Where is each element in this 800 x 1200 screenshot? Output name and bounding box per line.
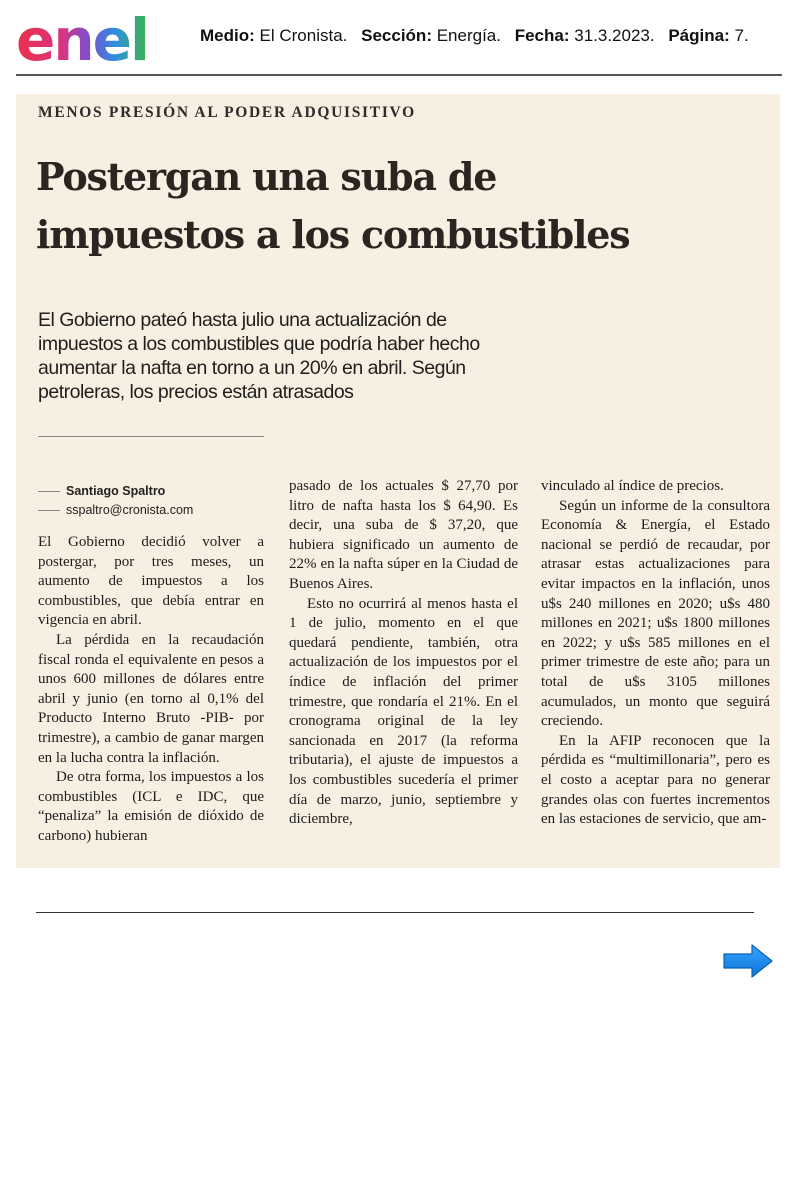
article-kicker: MENOS PRESIÓN AL PODER ADQUISITIVO bbox=[38, 104, 416, 121]
headline-line-1: Postergan una suba de bbox=[36, 154, 497, 199]
fecha-label: Fecha: bbox=[514, 26, 570, 45]
byline bbox=[38, 482, 193, 520]
headline-line-2: impuestos a los combustibles bbox=[36, 212, 630, 257]
document-metadata bbox=[200, 26, 749, 46]
paragraph: El Gobierno decidió volver a postergar, por tres meses, un aumento de impuestos a los combustibles, que debía entrar en vigencia en abril. bbox=[38, 534, 264, 629]
article-column-3 bbox=[541, 477, 770, 830]
pagina-label: Página: bbox=[668, 26, 730, 45]
header-divider bbox=[16, 74, 782, 76]
fecha-value: 31.3.2023. bbox=[574, 26, 655, 45]
author-name: Santiago Spaltro bbox=[66, 484, 166, 498]
seccion-label: Sección: bbox=[361, 26, 432, 45]
article-summary: El Gobierno pateó hasta julio una actualización de impuestos a los combustibles que podría haber hecho aumentar la nafta en torno a un 20% en abril. Según petroleras, los precios están atrasados bbox=[38, 309, 480, 403]
logo-text: enel bbox=[16, 6, 148, 68]
paragraph: pasado de los actuales $ 27,70 por litro de nafta hasta los $ 64,90. Es decir, una suba de $ 37,20, que hubiera significado un aumento de 22% en la nafta súper en la Ciudad de Buenos Aires. bbox=[289, 478, 518, 592]
right-arrow-icon[interactable] bbox=[722, 943, 774, 979]
paragraph: La pérdida en la recaudación fiscal ronda el equivalente en pesos a unos 600 millones de dólares entre abril y junio (en torno al 0,1% del Producto Interno Bruto -PIB- por trimestre), a cambio de ganar margen en la lucha contra la inflación. bbox=[38, 631, 264, 766]
paragraph: Esto no ocurrirá al menos hasta el 1 de julio, momento en el que quedará pendiente, también, otra actualización de los impuestos por el índice de inflación del primer trimestre, que rondaría el 21%. En el cronograma original de la ley sancionada en 2017 (la reforma tributaria), el ajuste de impuestos a los combustibles sucedería el primer día de marzo, junio, septiembre y diciembre, bbox=[289, 595, 518, 828]
pagina-value: 7. bbox=[734, 26, 749, 45]
paragraph: vinculado al índice de precios. bbox=[541, 478, 724, 494]
medio-label: Medio: bbox=[200, 26, 255, 45]
medio-value: El Cronista. bbox=[259, 26, 348, 45]
paragraph: En la AFIP reconocen que la pérdida es “multimillonaria”, pero es el costo a aceptar para no generar grandes olas con fuertes incrementos en las estaciones de servicio, que am- bbox=[541, 732, 770, 828]
author-email: sspaltro@cronista.com bbox=[66, 503, 194, 517]
summary-divider bbox=[38, 436, 264, 437]
enel-logo bbox=[14, 6, 184, 68]
article-clipping bbox=[16, 94, 780, 868]
article-headline bbox=[36, 148, 766, 264]
article-column-2 bbox=[289, 477, 518, 830]
seccion-value: Energía. bbox=[436, 26, 501, 45]
article-column-1 bbox=[38, 533, 264, 847]
paragraph: De otra forma, los impuestos a los combustibles (ICL e IDC, que “penaliza” la emisión de dióxido de carbono) hubieran bbox=[38, 769, 264, 844]
paragraph: Según un informe de la consultora Economía & Energía, el Estado nacional se perdió de recaudar, por atrasar estas actualizaciones para evitar impactos en la inflación, unos u$s 240 millones en 2020; u$s 480 millones en 2021; u$s 1800 millones en 2022; y u$s 585 millones en el primer trimestre de este año; para un total de u$s 3105 millones acumulados, un monto que seguirá creciendo. bbox=[541, 497, 770, 730]
footer-divider bbox=[36, 912, 754, 913]
